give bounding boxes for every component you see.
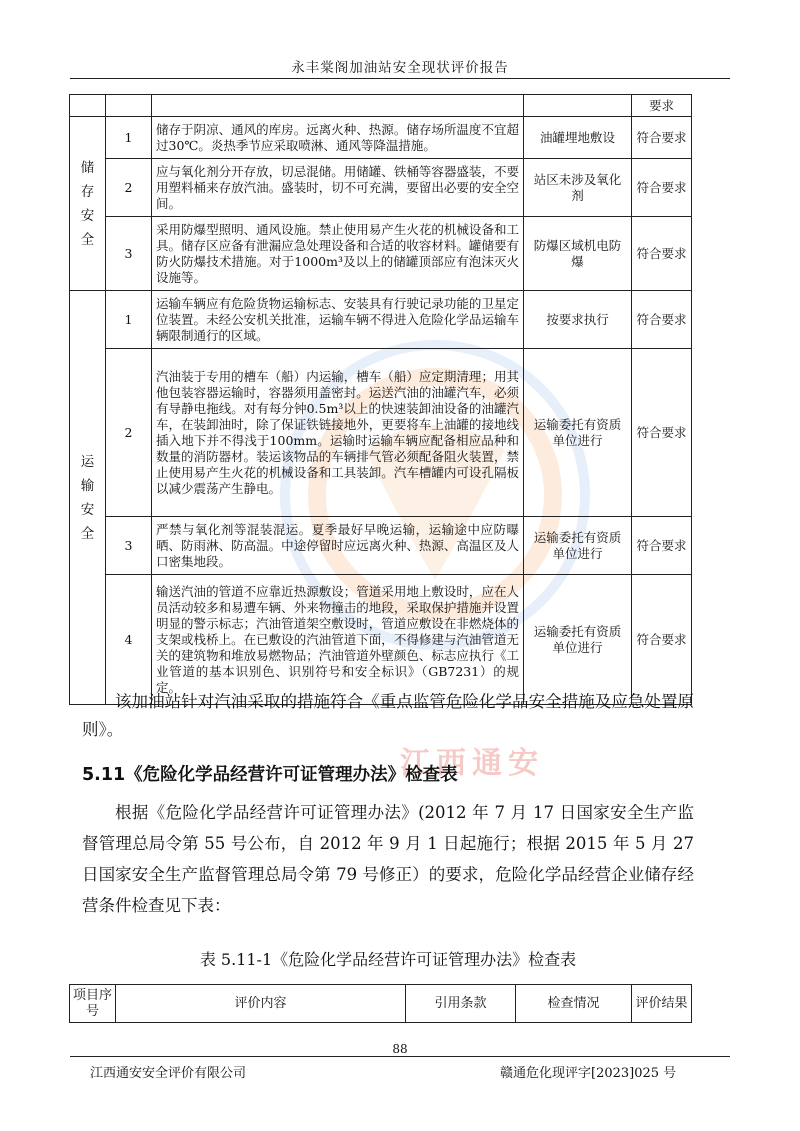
page-number: 88 [392,1042,408,1056]
measure-text: 运输委托有资质单位进行 [524,517,632,575]
license-check-table [69,984,692,1023]
category-transport-safety: 运 输 安 全 [70,291,106,705]
result-cell: 符合要求 [632,575,692,705]
page-header: 永丰棠阁加油站安全现状评价报告 [291,60,509,76]
requirement-text: 采用防爆型照明、通风设施。禁止使用易产生火花的机械设备和工具。储存区应备有泄漏应急处理设备和合适的收容材料。罐储要有防火防爆技术措施。对于1000m³及以上的储罐顶部应有泡沫灭火设施等。 [152,217,524,291]
measure-text: 防爆区域机电防爆 [524,217,632,291]
row-number: 2 [106,159,152,217]
header-divider [70,78,730,79]
result-cell: 符合要求 [632,291,692,349]
footer-company: 江西通安安全评价有限公司 [90,1066,247,1081]
measure-text: 按要求执行 [524,291,632,349]
measure-text: 运输委托有资质单位进行 [524,575,632,705]
table-row [70,517,692,575]
row-number: 1 [106,291,152,349]
header-check-status: 检查情况 [516,985,632,1023]
result-cell: 要求 [632,95,692,117]
header-item-number: 项目序号 [70,985,116,1023]
table-caption: 表 5.11-1《危险化学品经营许可证管理办法》检查表 [199,950,577,969]
table-row [70,117,692,159]
watermark-text: 江西通安 [400,746,544,781]
category-storage-safety: 储 存 安 全 [70,117,106,291]
result-cell: 符合要求 [632,117,692,159]
header-evaluation-result: 评价结果 [632,985,692,1023]
requirement-text: 输送汽油的管道不应靠近热源敷设；管道采用地上敷设时，应在人员活动较多和易遭车辆、外来物撞击的地段，采取保护措施并设置明显的警示标志；汽油管道架空敷设时，管道应敷设在非燃烧体的支架或栈桥上。在已敷设的汽油管道下面，不得修建与汽油管道无关的建筑物和堆放易燃物品；汽油管道外壁颜色、标志应执行《工业管道的基本识别色、识别符号和安全标识》（GB7231）的规定。 [152,575,524,705]
row-number: 1 [106,117,152,159]
gasoline-safety-table [69,94,692,705]
measure-text: 油罐埋地敷设 [524,117,632,159]
table-row [70,159,692,217]
table-row [70,575,692,705]
section-title: 5.11《危险化学品经营许可证管理办法》检查表 [82,765,458,785]
table-row [70,217,692,291]
requirement-text: 储存于阴凉、通风的库房。远离火种、热源。储存场所温度不宜超过30℃。炎热季节应采取喷淋、通风等降温措施。 [152,117,524,159]
measure-text: 运输委托有资质单位进行 [524,349,632,517]
result-cell: 符合要求 [632,159,692,217]
table-row [70,349,692,517]
result-cell: 符合要求 [632,349,692,517]
conclusion-paragraph: 该加油站针对汽油采取的措施符合《重点监管危险化学品安全措施及应急处置原则》。 [82,692,694,739]
header-evaluation-content: 评价内容 [116,985,406,1023]
row-number: 3 [106,217,152,291]
table-row [70,291,692,349]
result-cell: 符合要求 [632,517,692,575]
row-number: 3 [106,517,152,575]
row-number: 4 [106,575,152,705]
result-cell: 符合要求 [632,217,692,291]
requirement-text: 运输车辆应有危险货物运输标志、安装具有行驶记录功能的卫星定位装置。未经公安机关批准，运输车辆不得进入危险化学品运输车辆限制通行的区域。 [152,291,524,349]
footer-document-number: 赣通危化现评字[2023]025 号 [500,1066,677,1081]
row-number: 2 [106,349,152,517]
header-cited-clause: 引用条款 [406,985,516,1023]
measure-text: 站区未涉及氧化剂 [524,159,632,217]
requirement-text: 应与氧化剂分开存放，切忌混储。用储罐、铁桶等容器盛装，不要用塑料桶来存放汽油。盛装时，切不可充满，要留出必要的安全空间。 [152,159,524,217]
footer-divider [70,1056,730,1057]
requirement-text: 严禁与氧化剂等混装混运。夏季最好早晚运输，运输途中应防曝晒、防雨淋、防高温。中途停留时应远离火种、热源、高温区及人口密集地段。 [152,517,524,575]
requirement-text: 汽油装于专用的槽车（船）内运输，槽车（船）应定期清理；用其他包装容器运输时，容器须用盖密封。运送汽油的油罐汽车，必须有导静电拖线。对有每分钟0.5m³以上的快速装卸油设备的油罐汽车，在装卸油时，除了保证铁链接地外，更要将车上油罐的接地线插入地下并不得浅于100mm。运输时运输车辆应配备相应品种和数量的消防器材。装运该物品的车辆排气管必须配备阻火装置，禁止使用易产生火花的机械设备和工具装卸。汽车槽罐内可设孔隔板以减少震荡产生静电。 [152,349,524,517]
intro-paragraph: 根据《危险化学品经营许可证管理办法》(2012 年 7 月 17 日国家安全生产监督管理总局令第 55 号公布，自 2012 年 9 月 1 日起施行；根据 2015 年 5 月 27 日国家安全生产监督管理总局令第 79 号修正）的要求，危险化学品经营企业储存经营条件检查见下表： [82,803,694,915]
table-row [70,95,692,117]
table-header-row [70,985,692,1023]
